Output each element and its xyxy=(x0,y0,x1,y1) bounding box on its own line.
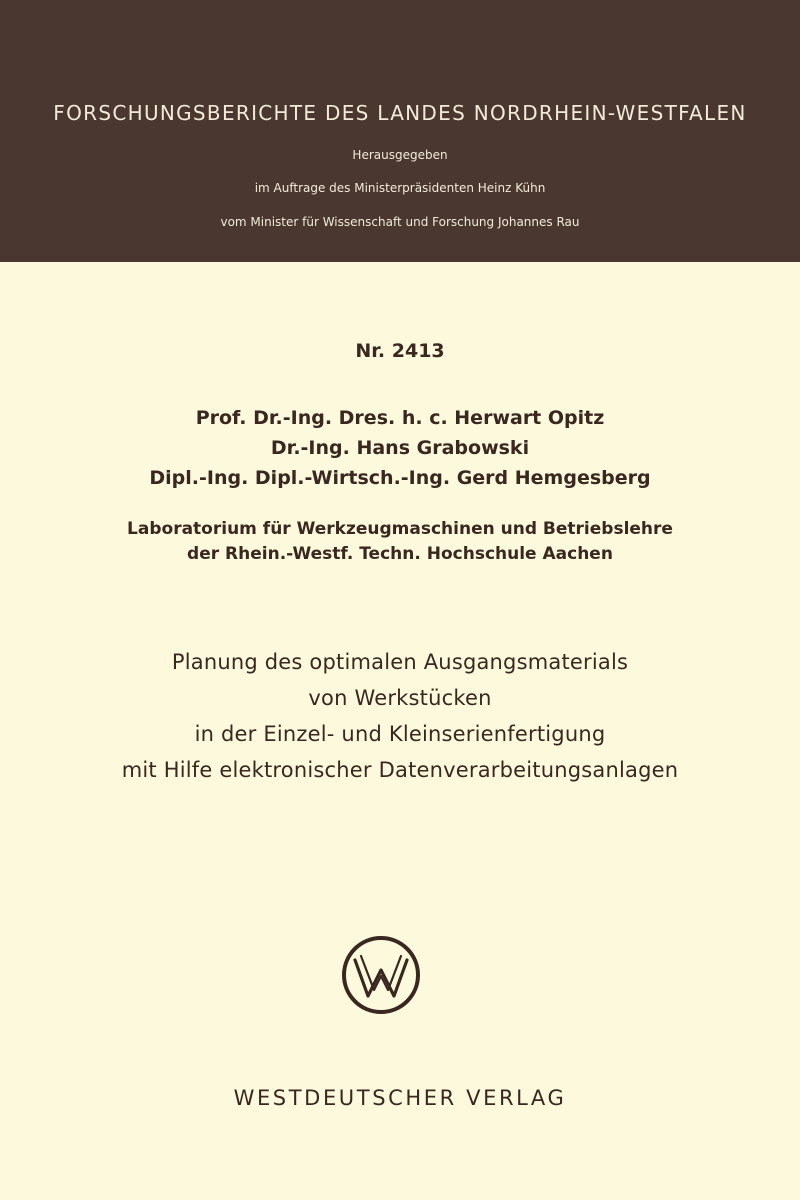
author-list xyxy=(0,403,800,493)
publisher: WESTDEUTSCHER VERLAG xyxy=(233,1086,567,1110)
title-line: von Werkstücken xyxy=(308,686,492,710)
author: Dipl.-Ing. Dipl.-Wirtsch.-Ing. Gerd Hemgesberg xyxy=(149,467,651,489)
author: Dr.-Ing. Hans Grabowski xyxy=(270,437,530,459)
ww-circle-logo-icon xyxy=(340,934,422,1016)
title-line: Planung des optimalen Ausgangsmaterials xyxy=(171,650,629,674)
institution-line: der Rhein.-Westf. Techn. Hochschule Aachen xyxy=(187,544,613,564)
commission-line: im Auftrage des Ministerpräsidenten Heinz Kühn xyxy=(254,181,546,195)
report-number: Nr. 2413 xyxy=(355,340,445,362)
institution xyxy=(0,517,800,567)
title-line: mit Hilfe elektronischer Datenverarbeitungsanlagen xyxy=(121,758,679,782)
book-title xyxy=(0,644,800,788)
series-title: FORSCHUNGSBERICHTE DES LANDES NORDRHEIN-WESTFALEN xyxy=(53,101,747,125)
title-line: in der Einzel- und Kleinserienfertigung xyxy=(194,722,606,746)
minister-line: vom Minister für Wissenschaft und Forschung Johannes Rau xyxy=(220,215,580,229)
author: Prof. Dr.-Ing. Dres. h. c. Herwart Opitz xyxy=(195,407,605,429)
editor-line: Herausgegeben xyxy=(352,148,448,162)
institution-line: Laboratorium für Werkzeugmaschinen und Betriebslehre xyxy=(127,519,673,539)
series-header xyxy=(0,0,800,262)
